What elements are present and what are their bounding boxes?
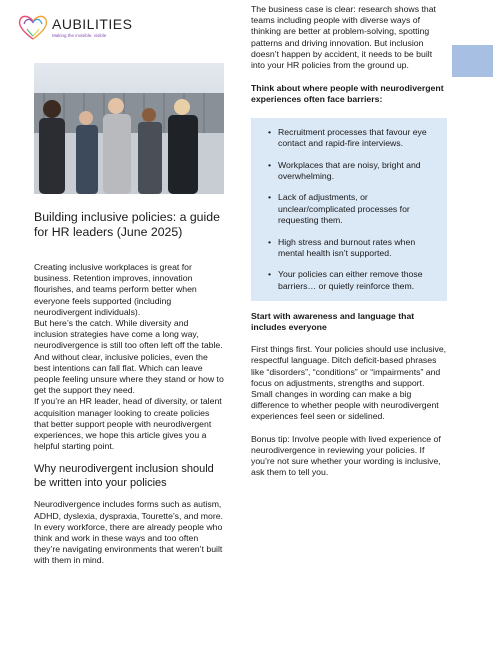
section-body-language: First things first. Your policies should use inclusive, respectful language. Ditch deficit-based phrases like “disorders”, “conditions” or “impairments” and focus on adjustments, strengths and support. Small changes in wording can make a big difference to whether people with neurodivergent experiences feel seen or sidelined. (251, 344, 447, 422)
brand-logo[interactable] (16, 12, 132, 42)
bonus-tip-paragraph: Bonus tip: Involve people with lived experience of neurodivergence in reviewing your policies. If you’re not sure whether your wording is inclusive, ask them to tell you. (251, 433, 441, 478)
business-case-paragraph: The business case is clear: research shows that teams including people with diverse ways of thinking are better at problem-solving, spotting patterns and driving innovation. But inclusion doesn’t happen by accident, it needs to be built into your HR policies from the ground up. (251, 4, 436, 71)
left-column (34, 210, 224, 567)
side-tab[interactable] (452, 45, 493, 77)
barrier-item: • Your policies can either remove those barriers… or quietly reinforce them. (261, 269, 437, 291)
section-heading-why: Why neurodivergent inclusion should be written into your policies (34, 463, 214, 490)
brand-tagline: Making the invisible, visible (52, 33, 107, 38)
barriers-heading: Think about where people with neurodivergent experiences often face barriers: (251, 83, 444, 105)
intro-paragraph-2: But here’s the catch. While diversity and inclusion strategies have come a long way, neurodivergence is still too often left off the table. And without clear, inclusive policies, even the best intentions can fall flat. Which can leave people feeling unsure where they stand or how to get the support they need. (34, 318, 224, 396)
barriers-list (261, 127, 437, 292)
right-column (251, 4, 447, 479)
heart-logo-icon (16, 12, 50, 42)
intro-paragraph-3: If you’re an HR leader, head of diversity, or talent acquisition manager looking to create policies that better support people with neurodivergent experiences, we hope this article gives you a helpful starting point. (34, 396, 222, 452)
barriers-callout (251, 118, 447, 301)
intro-paragraph-1: Creating inclusive workplaces is great for business. Retention improves, innovation flourishes, and teams perform better when everyone feels supported (including neurodivergent individuals). (34, 262, 197, 317)
barrier-item: • Recruitment processes that favour eye contact and rapid-fire interviews. (261, 127, 437, 149)
barrier-item: • High stress and burnout rates when mental health isn’t supported. (261, 237, 437, 259)
team-photo (34, 63, 224, 194)
barrier-item: • Workplaces that are noisy, bright and overwhelming. (261, 160, 437, 182)
article-title: Building inclusive policies: a guide for HR leaders (June 2025) (34, 210, 220, 239)
brand-name: AUBILITIES (52, 16, 133, 32)
section-body-why: Neurodivergence includes forms such as autism, ADHD, dyslexia, dyspraxia, Tourette’s, and more. In every workforce, there are already people who think and work in these ways and too often they’re navigating environments that weren’t built with them in mind. (34, 499, 223, 566)
barrier-item: • Lack of adjustments, or unclear/complicated processes for requesting them. (261, 192, 437, 226)
section-heading-language: Start with awareness and language that includes everyone (251, 310, 415, 333)
